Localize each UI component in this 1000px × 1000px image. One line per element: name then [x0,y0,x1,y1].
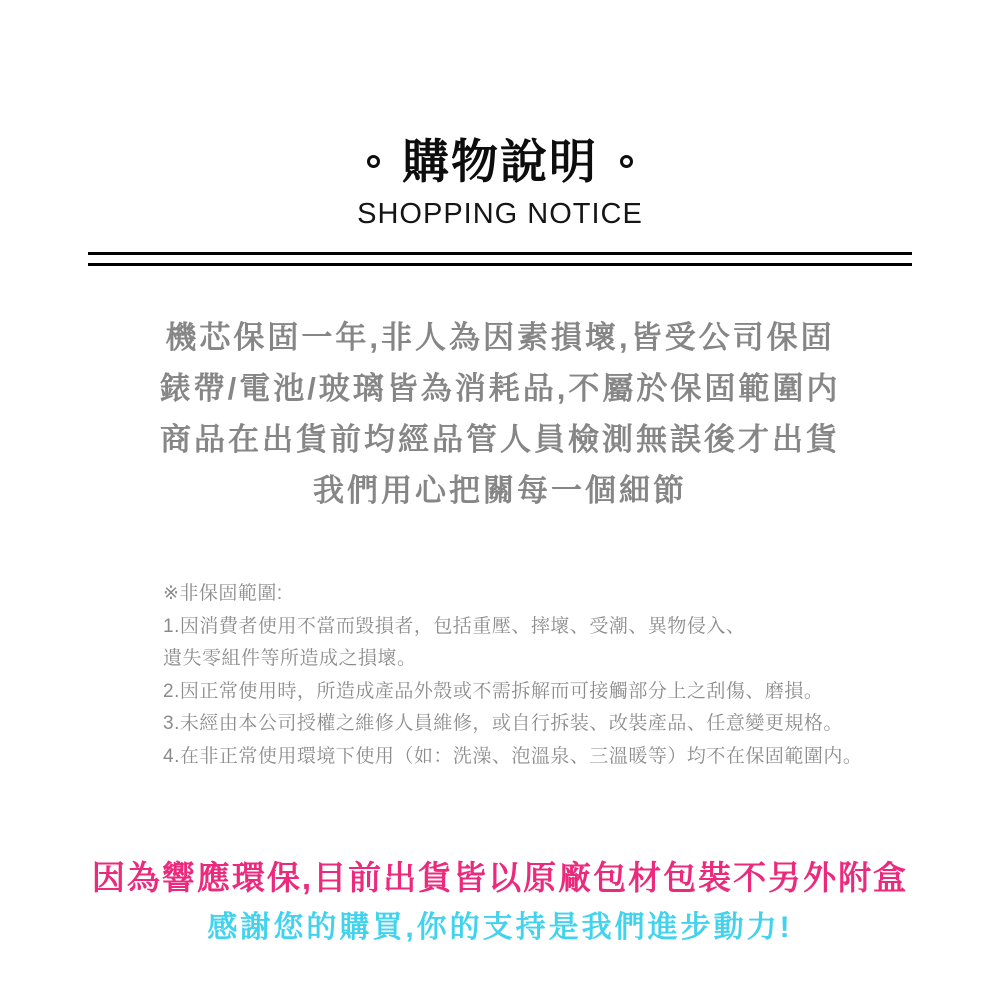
page-title-row [0,136,1000,188]
thank-you-message: 感謝您的購買,你的支持是我們進步動力! [207,911,793,944]
exclusions-heading: ※非保固範圍: [163,583,283,604]
page-title: 購物說明 [402,135,598,188]
page-subtitle: SHOPPING NOTICE [357,197,643,230]
title-decor-circle-left [367,155,380,168]
exclusion-item-continuation: 遺失零組件等所造成之損壞。 [163,648,417,669]
exclusion-item: 2.因正常使用時，所造成產品外殼或不需拆解而可接觸部分上之刮傷、磨損。 [163,680,824,702]
warranty-statement [0,312,1000,516]
warranty-line: 商品在出貨前均經品管人員檢測無誤後才出貨 [160,422,840,457]
warranty-line: 錶帶/電池/玻璃皆為消耗品,不屬於保固範圍内 [159,371,841,406]
eco-packaging-notice: 因為響應環保,目前出貨皆以原廠包材包裝不另外附盒 [91,859,909,896]
footer-messages [0,858,1000,946]
warranty-line: 機芯保固一年,非人為因素損壞,皆受公司保固 [165,320,835,355]
double-rule-divider [88,252,912,266]
exclusion-item: 4.在非正常使用環境下使用（如：洗澡、泡溫泉、三溫暖等）均不在保固範圍内。 [163,745,863,767]
header [0,136,1000,231]
exclusion-item: 1.因消費者使用不當而毀損者，包括重壓、摔壞、受潮、異物侵入、 [163,615,746,637]
warranty-exclusions [163,578,873,773]
warranty-line: 我們用心把關每一個細節 [313,473,687,508]
exclusion-item: 3.未經由本公司授權之維修人員維修，或自行拆装、改裝產品、任意變更規格。 [163,713,843,734]
title-decor-circle-right [620,155,633,168]
